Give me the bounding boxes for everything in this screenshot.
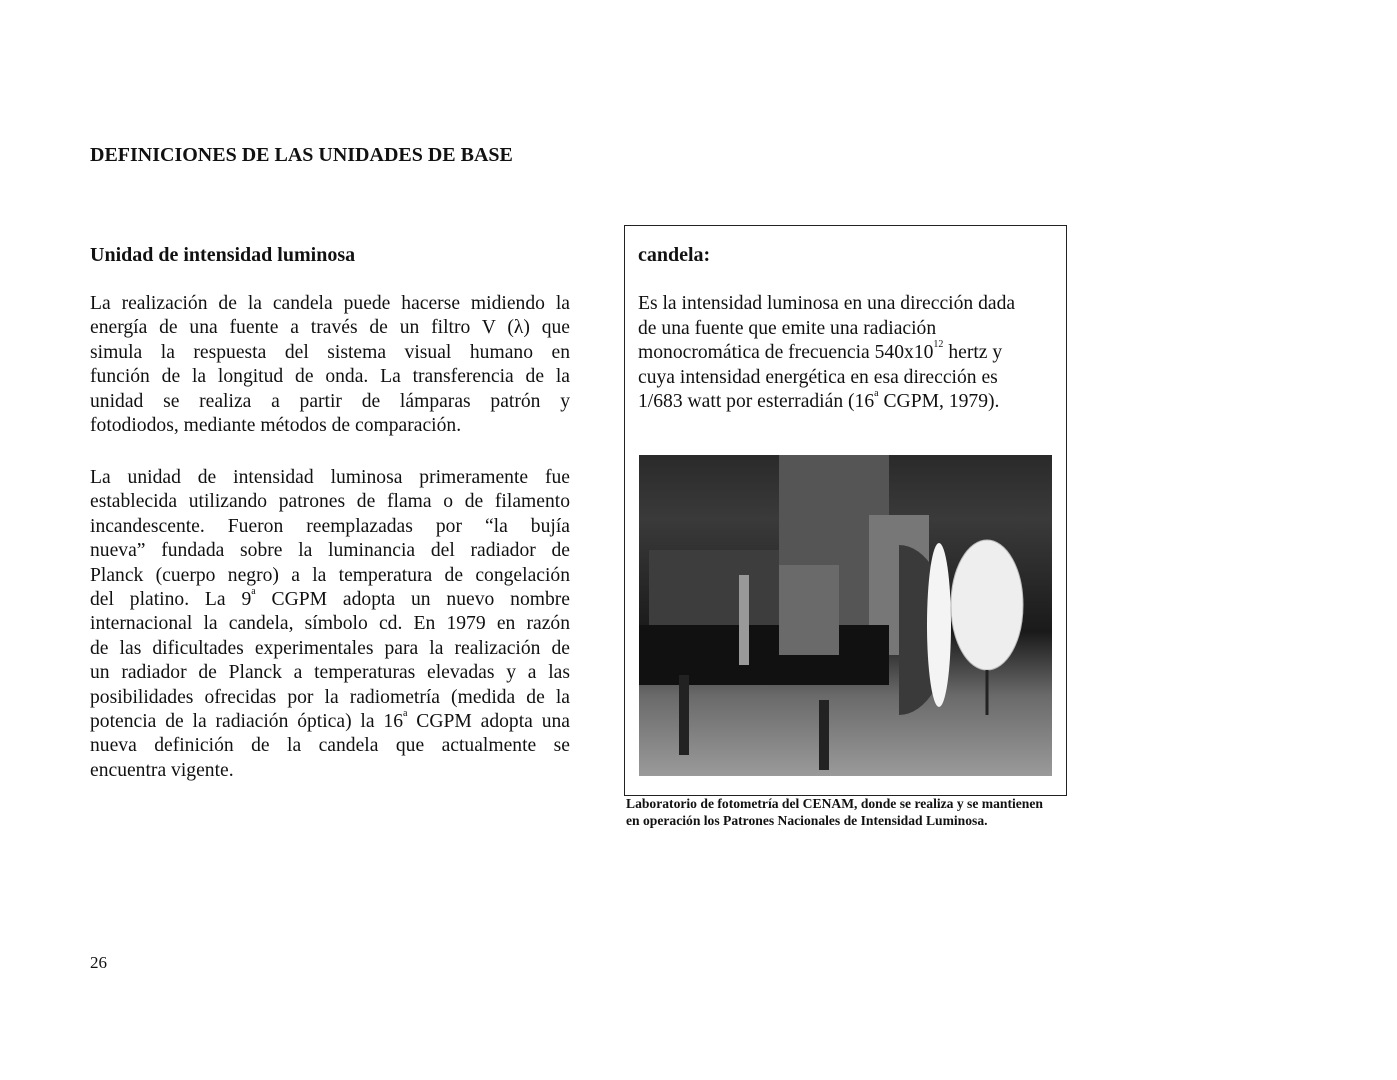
text-segment: función de la longitud de onda. La transferencia de la	[90, 366, 570, 388]
text-line	[638, 390, 1015, 415]
text-segment: nueva” fundada sobre la luminancia del radiador de	[90, 540, 570, 562]
text-line	[90, 515, 570, 539]
text-line	[90, 466, 570, 490]
text-line	[90, 390, 570, 414]
text-line	[90, 365, 570, 389]
text-line	[638, 292, 1015, 317]
text-line	[90, 661, 570, 685]
definition-text	[638, 292, 1015, 415]
text-segment: un radiador de Planck a temperaturas elevadas y a las	[90, 662, 570, 684]
text-line	[90, 292, 570, 316]
superscript: a	[403, 707, 408, 719]
text-line	[638, 366, 1015, 391]
text-line	[638, 341, 1015, 366]
text-segment: CGPM adopta una	[407, 710, 570, 732]
text-line	[90, 564, 570, 588]
text-segment: cuya intensidad energética en esa dirección es	[638, 366, 998, 388]
section-title: Unidad de intensidad luminosa	[90, 244, 356, 266]
text-segment: energía de una fuente a través de un filtro V (λ) que	[90, 317, 570, 339]
text-line	[90, 414, 570, 438]
text-line	[90, 734, 570, 758]
text-line	[90, 707, 570, 734]
page-number: 26	[90, 953, 107, 972]
text-line	[90, 539, 570, 563]
photo-caption: Laboratorio de fotometría del CENAM, donde se realiza y se mantienen en operación los Patrones Nacionales de Intensidad Luminosa.	[626, 796, 1043, 828]
text-segment: establecida utilizando patrones de flama o de filamento	[90, 491, 570, 513]
text-segment: hertz y	[943, 342, 1003, 364]
text-segment: potencia de la radiación óptica) la 16	[90, 710, 403, 732]
photometry-lab-photo	[639, 455, 1052, 776]
paragraph-historia	[90, 466, 570, 783]
text-line	[90, 686, 570, 710]
text-line	[90, 612, 570, 636]
text-segment: CGPM, 1979).	[878, 391, 1000, 413]
text-line	[90, 759, 570, 783]
text-segment: monocromática de frecuencia 540x10	[638, 342, 934, 364]
text-line	[90, 637, 570, 661]
text-segment: simula la respuesta del sistema visual humano en	[90, 341, 570, 363]
text-segment: de una fuente que emite una radiación	[638, 317, 937, 339]
text-segment: del platino. La 9	[90, 588, 252, 610]
text-segment: internacional la candela, símbolo cd. En 1979 en razón	[90, 613, 570, 635]
text-segment: La unidad de intensidad luminosa primeramente fue	[90, 467, 570, 488]
superscript: a	[251, 585, 256, 597]
text-line	[90, 490, 570, 514]
text-line	[90, 316, 570, 340]
paragraph-realizacion	[90, 292, 570, 438]
text-segment: de las dificultades experimentales para la realización de	[90, 637, 570, 659]
text-line	[90, 585, 570, 612]
text-segment: unidad se realiza a partir de lámparas patrón y	[90, 390, 570, 412]
text-line	[90, 341, 570, 365]
text-segment: Planck (cuerpo negro) a la temperatura de congelación	[90, 564, 570, 586]
text-segment: 1/683 watt por esterradián (16	[638, 391, 875, 413]
superscript: 12	[933, 339, 944, 351]
page-heading: DEFINICIONES DE LAS UNIDADES DE BASE	[90, 144, 513, 166]
definition-title: candela:	[638, 244, 711, 266]
text-segment: encuentra vigente.	[90, 759, 234, 781]
text-segment: fotodiodos, mediante métodos de comparación.	[90, 414, 462, 436]
text-segment: incandescente. Fueron reemplazadas por “la bujía	[90, 515, 570, 537]
text-segment: nueva definición de la candela que actualmente se	[90, 735, 570, 757]
superscript: a	[874, 388, 879, 400]
text-line	[638, 317, 1015, 342]
text-segment: La realización de la candela puede hacerse midiendo la	[90, 293, 570, 314]
text-segment: Es la intensidad luminosa en una dirección dada	[638, 293, 1016, 314]
text-segment: posibilidades ofrecidas por la radiometría (medida de la	[90, 686, 570, 708]
text-segment: CGPM adopta un nuevo nombre	[255, 588, 570, 610]
